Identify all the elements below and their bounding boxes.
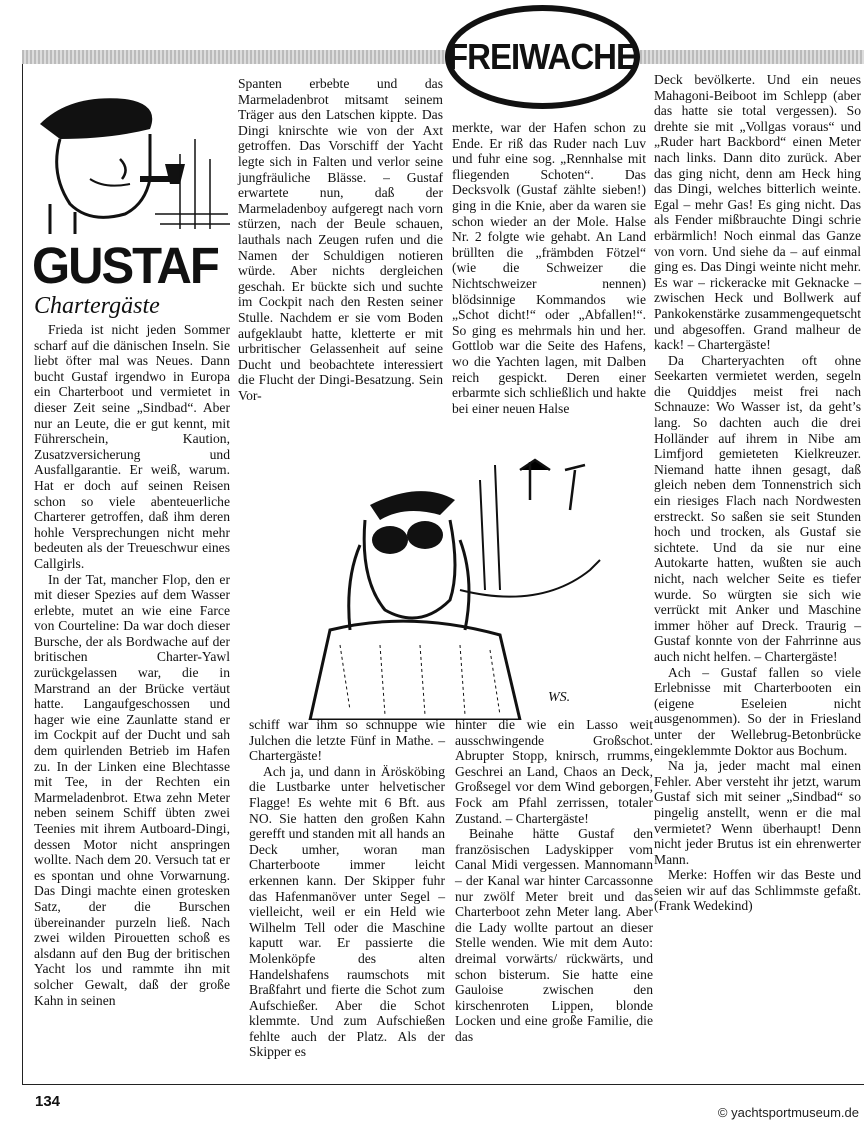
badge-label: FREIWACHE (448, 36, 637, 77)
page-number: 134 (35, 1093, 61, 1110)
paragraph: Ach – Gustaf fallen so viele Erlebnisse mit Charterbooten ein (eigene Eseleien nicht ausgenommen). So der in Friesland unter der Wellebrug-Betonbrücke eingeklemmte Doktor aus Bochum. (654, 664, 861, 758)
paragraph: Deck bevölkerte. Und ein neues Mahagoni-Beiboot im Schlepp (aber das hatte sie total vergessen). So drehte sie mit „Vollgas voraus“ und „Ruder hart Backbord“ einen Meter nach links. Dann dito zurück. Aber das ging nicht, denn am Heck hing das Dingi, welches bitterlich weinte. Egal – mehr Gas! Es ging nicht. Das als Fender mißbrauchte Dingi schrie erbärmlich! Noch einmal das Ganze von vorn. Und siehe da – auf einmal ging es. Das Dingi weinte nicht mehr. Es war – rickeracke mit Geknacke – zwischen Heck und Bollwerk auf Pankokenstärke zusammengequetscht und abgesoffen. Grand malheur de kack! – Chartergäste! (654, 72, 861, 353)
left-rule (22, 64, 23, 1084)
captain-covering-eyes-cartoon (290, 440, 620, 720)
sailor-with-pipe-icon (30, 84, 230, 234)
column-title: GUSTAF (32, 237, 218, 295)
paragraph: Spanten erbebte und das Marmeladenbrot mitsamt seinem Träger aus den Latschen kippte. Das Dingi knirschte wie von der Axt getroffen. Das Vorschiff der Yacht legte sich in Falten und verlor seine jungfräuliche Blässe. – Gustaf erwartete nun, daß der Marmeladenboy aufgeregt nach vorn stürzen, nach der Beule schauen, lauthals nach Zeugen rufen und die Namen der Schuldigen notieren würde. Aber nichts dergleichen geschah. Er bückte sich und suchte im Cockpit nach den Resten seiner Stulle. Nachdem er sie vom Boden aufgeklaubt hatte, kletterte er mit urbritischer Gelassenheit auf seine Ducht und beobachtete interessiert die Flucht der Dingi-Besatzung. Sein Vor- (238, 76, 443, 403)
text-column-3-top (452, 120, 646, 416)
paragraph: Na ja, jeder macht mal einen Fehler. Aber versteht ihr jetzt, warum Gustaf sich mit seiner „Sindbad“ so pingelig anstellt, wenn er die mal vermietet? Wenn überhaupt! Denn nicht jeder Brutus ist ein ehrenwerter Mann. (654, 758, 861, 867)
paragraph: In der Tat, mancher Flop, den er mit dieser Spezies auf dem Wasser erlebte, mutet an wie eine Farce von Courteline: Da war doch dieser Bursche, der als Bordwache auf der britischen Charter-Yawl zurückgelassen war, die in Marstrand an der Brücke vertäut hatte. Langaufgeschossen und hager wie eine Zaunlatte stand er im Cockpit auf der Ducht und sah dem quirlenden Betrieb im Hafen zu. In der Linken eine Blechtasse mit Tee, in der Rechten ein Marmeladenbrot. Etwa zehn Meter neben seinem Schiff übten zwei Teenies mit ihrem Autboard-Dingi, dessen Motor nicht anspringen wollte. Nach dem 20. Versuch tat er es spontan und ohne Vorwarnung. Das Dingi machte einen grotesken Satz, der die Burschen übereinander purzeln ließ. Nach zwei wilden Pirouetten schoß es alsdann auf den Bug der britischen Yacht los und rammte ihn mit solcher Gewalt, daß der große Kahn in seinen (34, 571, 230, 1008)
paragraph: Da Charteryachten oft ohne Seekarten vermietet werden, segeln die Quiddjes meist frei nach Schnauze: Wo Wasser ist, da geht’s lang. So dachten auch die drei Holländer auf ihrem in Nibe am Limfjord gemieteten Kielkreuzer. Niemand hatte ihnen gesagt, daß gleich neben dem Tonnenstrich sich ein riesiges Flach nach Nordwesten erstreckt. So saßen sie seit Stunden hoch und trocken, als Gustaf sie sichtete. Und da sie nur eine Autokarte hatten, wußten sie auch nicht, nach welcher Seite es tiefer wurde. So würgten sie sich wie verrückt mit Anker und Maschine immer höher auf Dreck. Traurig – Gustaf konnte von der Fahrrinne aus auch nicht helfen. – Chartergäste! (654, 352, 861, 664)
header-band-right (640, 50, 864, 64)
text-column-4 (654, 72, 861, 914)
paragraph: Frieda ist nicht jeden Sommer scharf auf die dänischen Inseln. Sie liebt öfter mal was Neues. Dann bucht Gustaf irgendwo in Europa ein Charterboot und vermietet in dieser Zeit seine „Sindbad“. Aber nur an Leute, die er gut kennt, mit Führerschein, Kaution, Zusatzversicherung und Ausfallgarantie. Er weiß, warum. Hat er doch auf seinen Reisen schon so viele abenteuerliche Charterer getroffen, daß ihm deren hohle Versprechungen nicht mehr bedeuten als der Treueschwur eines Callgirls. (34, 322, 230, 571)
freiwache-badge (445, 5, 640, 109)
footer-rule (22, 1084, 864, 1085)
text-column-2-bottom (249, 717, 445, 1060)
paragraph: Ach ja, und dann in Ärösköbing die Lustbarke unter helvetischer Flagge! Es wehte mit 6 Bft. aus NO. Sie hatten den großen Kahn gerefft und standen mit all hands an Deck umher, woran man Charterboote immer leicht erkennen kann. Der Skipper fuhr das Hafenmanöver unter Segel – vielleicht, weil er ein Held wie Wilhelm Tell oder die Maschine kaputt war. Er passierte die Molenköpfe des alten Handelshafens raumschots mit Braßfahrt und fierte die Schot zum Aufschießer. Aber die Schot klemmte. Und zum Aufschießen fehlte auch der Platz. Als der Skipper es (249, 763, 445, 1060)
paragraph: Merke: Hoffen wir das Beste und seien wir auf das Schlimmste gefaßt. (Frank Wedekind) (654, 867, 861, 914)
paragraph: schiff war ihm so schnuppe wie Julchen die letzte Fünf in Mathe. – Chartergäste! (249, 717, 445, 764)
article-subtitle: Chartergäste (34, 293, 160, 319)
source-credit: © yachtsportmuseum.de (717, 1105, 859, 1120)
paragraph: hinter die wie ein Lasso weit ausschwingende Großschot. Abrupter Stopp, knirsch, rrumms, Geschrei an Land, Chaos an Deck, Großsegel vor dem Wind geborgen, Fock am Pfahl zerrissen, totaler Zustand. – Chartergäste! (455, 717, 653, 826)
artist-signature: WS. (548, 690, 571, 705)
paragraph: Beinahe hätte Gustaf den französischen Ladyskipper vom Canal Midi vergessen. Mannomann – der Kanal war hinter Carcassonne nur zwölf Meter breit und das Charterboot zehn Meter lang. Aber die Lady wollte partout an dieser Stelle wenden. Wie mit dem Auto: dreimal vorwärts/ rückwärts, und schon bisterum. Sie hatte eine Gauloise zwischen den kirschenroten Lippen, blonde Locken und eine große Familie, die das (455, 826, 653, 1044)
text-column-3-bottom (455, 717, 653, 1044)
text-column-1 (34, 322, 230, 1008)
header-band-left (22, 50, 462, 64)
paragraph: merkte, war der Hafen schon zu Ende. Er riß das Ruder nach Luv und fuhr eine sog. „Rennhalse mit fliegenden Schoten“. Das Decksvolk (Gustaf zählte sieben!) ging in die Knie, aber da waren sie schon wieder an der Mole. Halse Nr. 2 folgte wie gehabt. An Land brüllten die „främbden Fötzel“ (wie die Schweizer die Nichtschweizer nennen) blödsinnige Kommandos wie „Schot dicht!“ oder „Abfallen!“. So ging es mehrmals hin und her. Gottlob war die Seite des Hafens, wo die Yachten lagen, mit Dalben reich gespickt. Deren einer erbarmte sich schließlich und hakte bei einer neuen Halse (452, 120, 646, 416)
text-column-2-top (238, 76, 443, 403)
